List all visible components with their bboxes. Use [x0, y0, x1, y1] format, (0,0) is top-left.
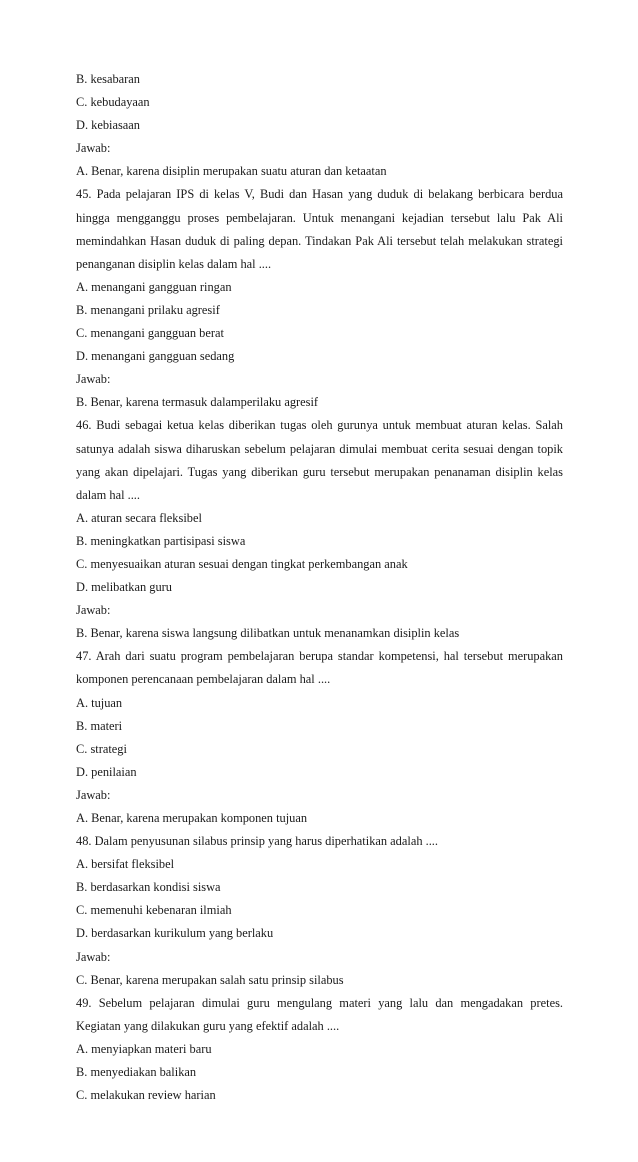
- text-line: dalam hal ....: [76, 487, 140, 502]
- text-line: Jawab:: [76, 603, 111, 618]
- text-line: B. meningkatkan partisipasi siswa: [76, 533, 246, 548]
- text-line: penanganan disiplin kelas dalam hal ....: [76, 256, 272, 271]
- document-page: [76, 68, 563, 1107]
- text-line: A. Benar, karena merupakan komponen tujuan: [76, 811, 308, 825]
- text-line: D. kebiasaan: [76, 118, 140, 133]
- text-line: A. aturan secara fleksibel: [76, 510, 202, 525]
- text-line: Jawab:: [76, 372, 111, 387]
- text-line: Jawab:: [76, 141, 111, 156]
- text-line: C. menangani gangguan berat: [76, 326, 224, 341]
- text-line: 49. Sebelum pelajaran dimulai guru mengulang materi yang lalu dan mengadakan pretes.: [76, 995, 563, 1010]
- text-line: Jawab:: [76, 949, 111, 964]
- text-line: B. menangani prilaku agresif: [76, 302, 220, 317]
- text-line: C. Benar, karena merupakan salah satu prinsip silabus: [76, 972, 344, 987]
- text-line: C. memenuhi kebenaran ilmiah: [76, 903, 232, 918]
- text-line: yang akan dipelajari. Tugas yang diberikan guru tersebut merupakan penanaman disiplin kelas: [76, 464, 563, 479]
- text-line: A. menyiapkan materi baru: [76, 1041, 212, 1056]
- text-line: 46. Budi sebagai ketua kelas diberikan tugas oleh gurunya untuk membuat aturan kelas. Salah: [76, 418, 563, 433]
- text-line: D. melibatkan guru: [76, 580, 173, 595]
- text-line: 45. Pada pelajaran IPS di kelas V, Budi dan Hasan yang duduk di belakang berbicara berdua: [76, 187, 563, 202]
- text-line: B. Benar, karena siswa langsung dilibatkan untuk menanamkan disiplin kelas: [76, 626, 460, 641]
- text-line: C. kebudayaan: [76, 95, 150, 110]
- text-line: A. bersifat fleksibel: [76, 857, 175, 872]
- text-line: C. strategi: [76, 741, 127, 756]
- text-line: 48. Dalam penyusunan silabus prinsip yang harus diperhatikan adalah ....: [76, 834, 438, 849]
- text-line: A. menangani gangguan ringan: [76, 279, 232, 294]
- text-line: A. Benar, karena disiplin merupakan suatu aturan dan ketaatan: [76, 164, 387, 179]
- text-line: memindahkan Hasan duduk di paling depan. Tindakan Pak Ali tersebut telah melakukan strategi: [76, 233, 563, 248]
- text-line: Jawab:: [76, 787, 111, 802]
- text-line: D. penilaian: [76, 764, 137, 779]
- text-line: hingga mengganggu proses pembelajaran. Untuk menangani kejadian tersebut lalu Pak Ali: [76, 210, 563, 225]
- text-line: 47. Arah dari suatu program pembelajaran berupa standar kompetensi, hal tersebut merupakan: [76, 649, 563, 664]
- text-line: satunya adalah siswa diharuskan sebelum pelajaran dimulai membuat cerita sesuai dengan topik: [76, 441, 563, 456]
- text-line: D. menangani gangguan sedang: [76, 349, 235, 364]
- text-line: B. materi: [76, 718, 123, 733]
- text-line: B. Benar, karena termasuk dalamperilaku agresif: [76, 395, 319, 410]
- text-line: komponen perencanaan pembelajaran dalam hal ....: [76, 672, 331, 687]
- text-line: C. melakukan review harian: [76, 1088, 216, 1103]
- text-line: B. kesabaran: [76, 72, 140, 86]
- text-line: A. tujuan: [76, 695, 123, 710]
- text-line: C. menyesuaikan aturan sesuai dengan tingkat perkembangan anak: [76, 556, 408, 571]
- text-line: B. menyediakan balikan: [76, 1065, 197, 1080]
- text-line: B. berdasarkan kondisi siswa: [76, 880, 221, 895]
- text-line: D. berdasarkan kurikulum yang berlaku: [76, 926, 274, 941]
- text-line: Kegiatan yang dilakukan guru yang efektif adalah ....: [76, 1018, 340, 1033]
